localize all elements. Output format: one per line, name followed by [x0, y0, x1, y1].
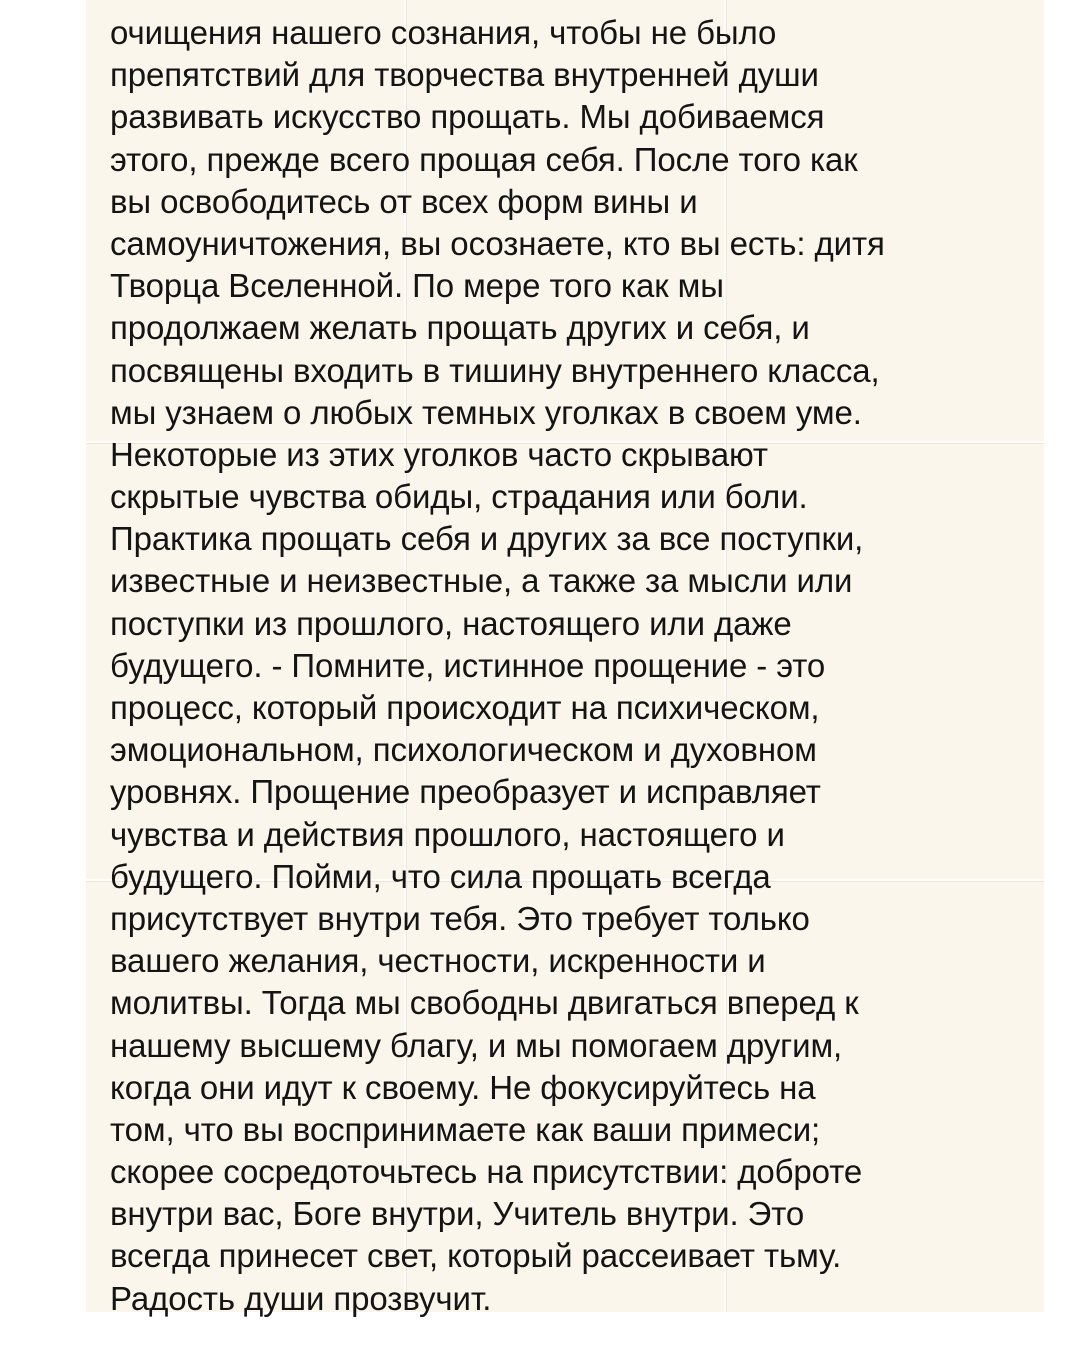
text-line: будущего. - Помните, истинное прощение - это: [110, 646, 826, 684]
text-line: мы узнаем о любых темных уголках в своем уме.: [110, 393, 862, 431]
text-line: нашему высшему благу, и мы помогаем другим,: [110, 1026, 843, 1064]
text-line: известные и неизвестные, а также за мысли или: [110, 562, 853, 600]
text-line: эмоциональном, психологическом и духовном: [110, 731, 817, 769]
text-line: препятствий для творчества внутренней души: [110, 56, 819, 94]
text-line: внутри вас, Боге внутри, Учитель внутри. Это: [110, 1195, 805, 1233]
text-line: процесс, который происходит на психическом,: [110, 689, 820, 726]
text-line: уровнях. Прощение преобразует и исправляет: [110, 773, 821, 811]
text-line: посвящены входить в тишину внутреннего класса,: [110, 351, 880, 389]
text-line: вы освободитесь от всех форм вины и: [110, 182, 698, 220]
text-line: чувства и действия прошлого, настоящего и: [110, 815, 785, 853]
text-line: молитвы. Тогда мы свободны двигаться вперед к: [110, 984, 859, 1022]
text-line: продолжаем желать прощать других и себя, и: [110, 309, 810, 347]
text-line: Творца Вселенной. По мере того как мы: [110, 267, 724, 305]
text-line: скорее сосредоточьтесь на присутствии: доброте: [110, 1153, 863, 1191]
text-line: Радость души прозвучит.: [110, 1279, 492, 1317]
text-line: всегда принесет свет, который рассеивает тьму.: [110, 1237, 842, 1275]
text-line: вашего желания, честности, искренности и: [110, 942, 766, 980]
text-line: будущего. Пойми, что сила прощать всегда: [110, 857, 771, 895]
text-body: [110, 12, 1035, 1320]
text-line: самоуничтожения, вы осознаете, кто вы есть: дитя: [110, 224, 885, 262]
text-line: Практика прощать себя и других за все поступки,: [110, 520, 864, 558]
text-line: присутствует внутри тебя. Это требует только: [110, 899, 810, 937]
text-line: поступки из прошлого, настоящего или даже: [110, 604, 792, 642]
text-line: развивать искусство прощать. Мы добиваемся: [110, 98, 825, 136]
text-line: очищения нашего сознания, чтобы не было: [110, 14, 777, 51]
text-line: том, что вы воспринимаете как ваши примеси;: [110, 1110, 821, 1148]
text-line: этого, прежде всего прощая себя. После того как: [110, 140, 858, 178]
text-line: скрытые чувства обиды, страдания или боли.: [110, 478, 808, 516]
text-line: когда они идут к своему. Не фокусируйтесь на: [110, 1068, 816, 1106]
text-line: Некоторые из этих уголков часто скрывают: [110, 435, 768, 473]
